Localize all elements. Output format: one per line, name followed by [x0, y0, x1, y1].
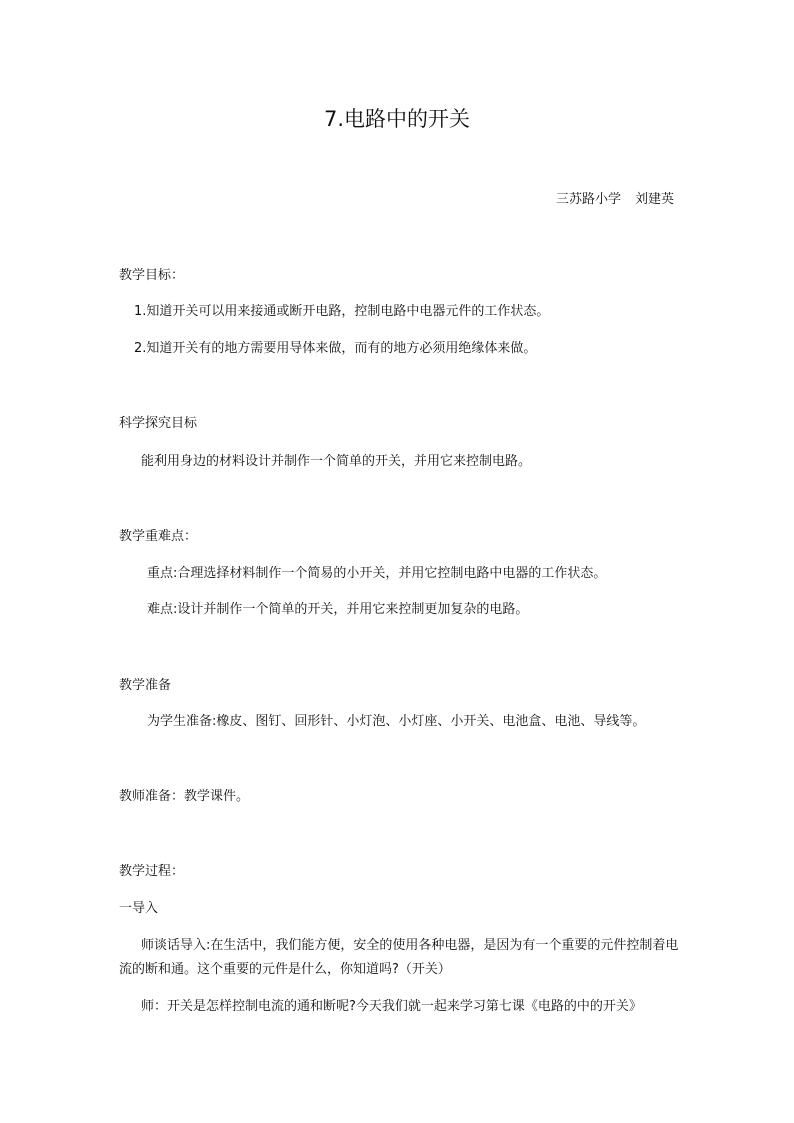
key-point-difficulty: 难点:设计并制作一个简单的开关，并用它来控制更加复杂的电路。 — [147, 602, 529, 617]
intro-heading: 一导入 — [119, 901, 159, 916]
objectives-heading: 教学目标： — [119, 268, 185, 283]
process-heading: 教学过程： — [119, 864, 185, 879]
inquiry-text: 能利用身边的材料设计并制作一个简单的开关，并用它来控制电路。 — [141, 454, 532, 469]
objective-item-2: 2.知道开关有的地方需要用导体来做，而有的地方必须用绝缘体来做。 — [134, 341, 537, 356]
inquiry-heading: 科学探究目标 — [119, 416, 198, 431]
intro-paragraph: 师谈话导入:在生活中，我们能方便，安全的使用各种电器，是因为有一个重要的元件控制着电流的断和通。这个重要的元件是什么，你知道吗?（开关） — [119, 938, 679, 977]
author-line — [556, 190, 674, 210]
preparation-teacher: 教师准备：教学课件。 — [119, 789, 250, 804]
key-point-focus: 重点:合理选择材料制作一个简易的小开关，并用它控制电路中电器的工作状态。 — [147, 566, 607, 581]
preparation-heading: 教学准备 — [119, 678, 172, 693]
school-name: 三苏路小学 — [555, 192, 621, 207]
document-title: 7.电路中的开关 — [323, 107, 471, 131]
preparation-students: 为学生准备:橡皮、图钉、回形针、小灯泡、小灯座、小开关、电池盒、电池、导线等。 — [147, 714, 646, 729]
key-points-heading: 教学重难点： — [119, 529, 198, 544]
author-name: 刘建英 — [634, 192, 674, 207]
intro-paragraph-2: 师：开关是怎样控制电流的通和断呢?今天我们就一起来学习第七课《电路的中的开关》 — [141, 999, 642, 1014]
objective-item-1: 1.知道开关可以用来接通或断开电路，控制电路中电器元件的工作状态。 — [134, 304, 550, 319]
